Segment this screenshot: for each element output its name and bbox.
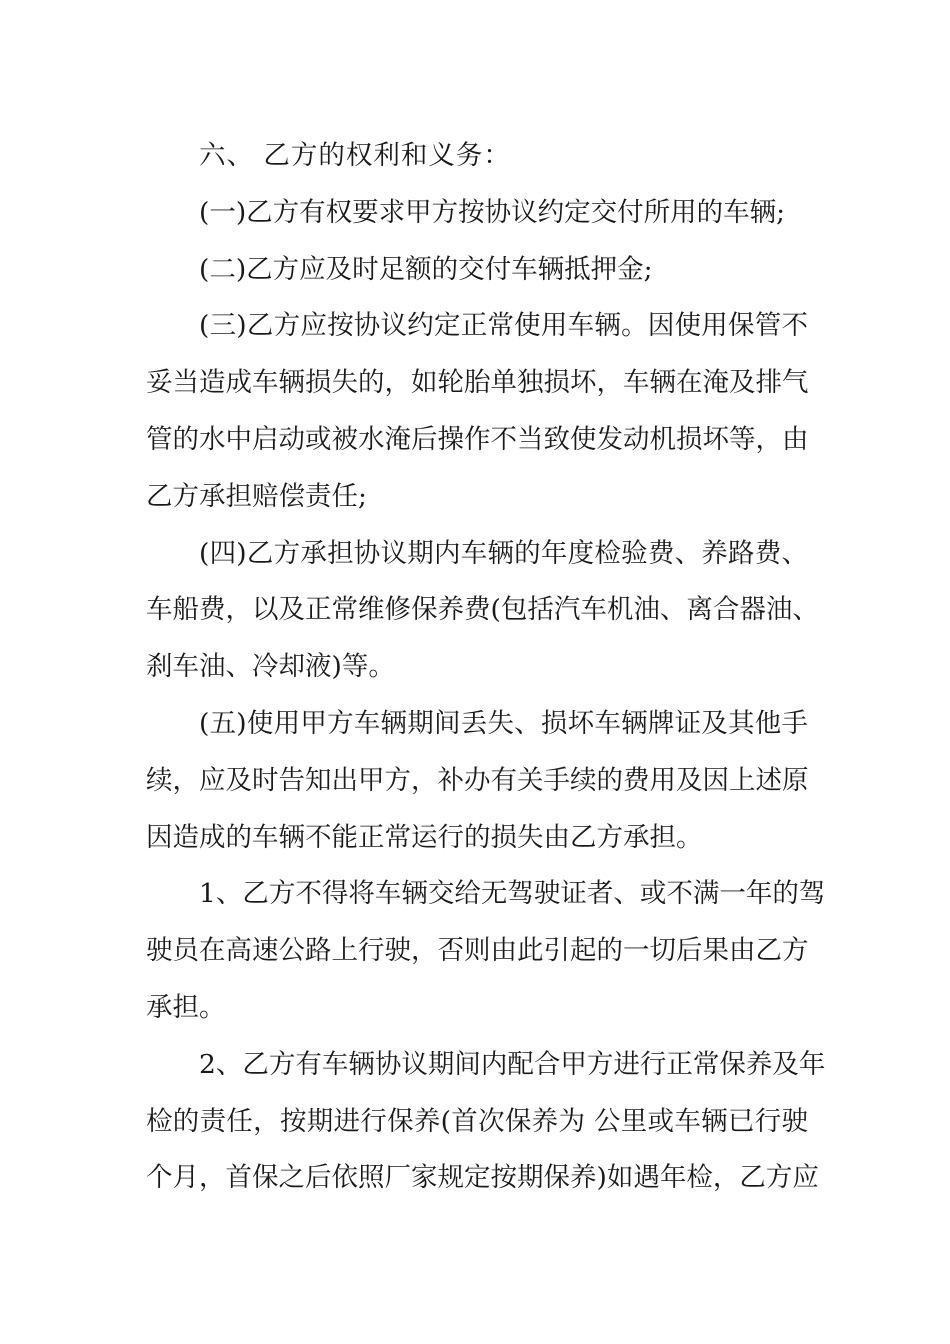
paragraph-line-8: 车船费，以及正常维修保养费(包括汽车机油、离合器油、: [146, 594, 819, 626]
paragraph-line-17: 检的责任，按期进行保养(首次保养为 公里或车辆已行驶: [146, 1105, 808, 1137]
paragraph-line-7: (四)乙方承担协议期内车辆的年度检验费、养路费、: [199, 537, 808, 569]
paragraph-line-13: 1、乙方不得将车辆交给无驾驶证者、或不满一年的驾: [199, 878, 826, 910]
paragraph-line-5: 管的水中启动或被水淹后操作不当致使发动机损坏等，由: [146, 423, 809, 455]
paragraph-line-9: 刹车油、冷却液)等。: [146, 651, 395, 683]
paragraph-line-3: (三)乙方应按协议约定正常使用车辆。因使用保管不: [199, 310, 808, 342]
paragraph-line-12: 因造成的车辆不能正常运行的损失由乙方承担。: [146, 821, 703, 853]
document-body: [146, 128, 826, 1207]
paragraph-line-16: 2、乙方有车辆协议期间内配合甲方进行正常保养及年: [199, 1048, 826, 1080]
paragraph-line-10: (五)使用甲方车辆期间丢失、损坏车辆牌证及其他手: [199, 707, 808, 739]
paragraph-line-14: 驶员在高速公路上行驶，否则由此引起的一切后果由乙方: [146, 935, 809, 967]
paragraph-line-6: 乙方承担赔偿责任;: [146, 480, 367, 512]
paragraph-line-15: 承担。: [146, 991, 226, 1023]
paragraph-line-1: (一)乙方有权要求甲方按协议约定交付所用的车辆;: [199, 196, 786, 228]
paragraph-line-2: (二)乙方应及时足额的交付车辆抵押金;: [199, 253, 653, 285]
paragraph-line-18: 个月，首保之后依照厂家规定按期保养)如遇年检，乙方应: [146, 1162, 819, 1194]
section-heading-six: 六、 乙方的权利和义务：: [199, 140, 511, 171]
paragraph-line-11: 续，应及时告知出甲方，补办有关手续的费用及因上述原: [146, 764, 809, 796]
paragraph-line-4: 妥当造成车辆损失的，如轮胎单独损坏，车辆在淹及排气: [146, 367, 809, 399]
